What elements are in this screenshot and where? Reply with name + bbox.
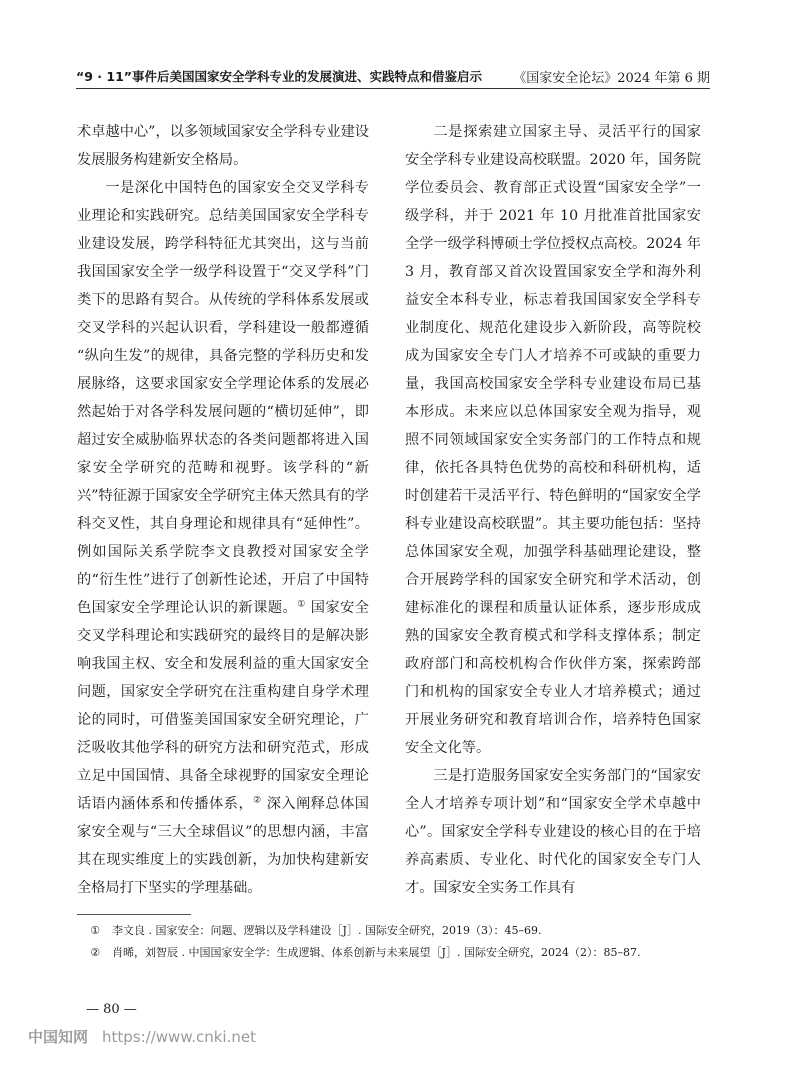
paragraph: 二是探索建立国家主导、灵活平行的国家安全学科专业建设高校联盟。2020 年，国务院学位委员会、教育部正式设置“国家安全学”一级学科，并于 2021 年 10 月批准首批国家安全学一级学科博硕士学位授权点高校。2024 年 3 月，教育部又首次设置国家安全学和海外利益安全本科专业，标志着我国国家安全学科专业制度化、规范化建设步入新阶段，高等院校成为国家安全专门人才培养不可或缺的重要力量，我国高校国家安全学科专业建设布局已基本形成。未来应以总体国家安全观为指导，观照不同领域国家安全实务部门的工作特点和规律，依托各具特色优势的高校和科研机构，适时创建若干灵活平行、特色鲜明的“国家安全学科专业建设高校联盟”。其主要功能包括：坚持总体国家安全观，加强学科基础理论建设，整合开展跨学科的国家安全研究和学术活动，创建标准化的课程和质量认证体系，逐步形成成熟的国家安全教育模式和学科支撑体系；制定政府部门和高校机构合作伙伴方案，探索跨部门和机构的国家安全专业人才培养模式；通过开展业务研究和教育培训合作，培养特色国家安全文化等。 xyxy=(405,124,701,756)
footnote-number: ① xyxy=(90,924,101,937)
watermark-site-name: 中国知网 xyxy=(28,1028,89,1046)
paragraph xyxy=(77,174,369,902)
running-header xyxy=(76,64,710,89)
left-column xyxy=(77,118,369,902)
footnote-divider xyxy=(77,914,191,915)
article-title: “9 · 11”事件后美国国家安全学科专业的发展演进、实践特点和借鉴启示 xyxy=(76,69,482,84)
footnote-ref-2[interactable]: ② xyxy=(253,795,262,806)
footnote-1 xyxy=(77,920,699,942)
footnote-2 xyxy=(77,942,699,964)
paragraph-text: 一是深化中国特色的国家安全交叉学科专业理论和实践研究。总结美国国家安全学科专业建设发展，跨学科特征尤其突出，这与当前我国国家安全学一级学科设置于“交叉学科”门类下的思路有契合。从传统的学科体系发展或交叉学科的兴起认识看，学科建设一般都遵循 “纵向生发”的规律，具备完整的学科历史和发展脉络，这要求国家安全学理论体系的发展必然起始于对各学科发展问题的“横切延伸”，即超过安全威胁临界状态的各类问题都将进入国家安全学研究的范畴和视野。该学科的“新兴”特征源于国家安全学研究主体天然具有的学科交叉性，其自身理论和规律具有“延伸性”。例如国际关系学院李文良教授对国家安全学的“衍生性”进行了创新性论述，开启了中国特色国家安全学理论认识的新课题。 xyxy=(77,180,369,616)
watermark xyxy=(28,1026,256,1047)
journal-issue: 《国家安全论坛》2024 年第 6 期 xyxy=(513,71,710,86)
page-number: — 80 — xyxy=(86,1002,137,1017)
footnote-ref-1[interactable]: ① xyxy=(297,599,306,610)
paragraph-text: 深入阐释总体国家安全观与“三大全球倡议”的思想内涵，丰富其在现实维度上的实践创新，为加快构建新安全格局打下坚实的学理基础。 xyxy=(77,796,369,896)
paragraph: 三是打造服务国家安全实务部门的“国家安全人才培养专项计划”和“国家安全学术卓越中心”。国家安全学科专业建设的核心目的在于培养高素质、专业化、时代化的国家安全专门人才。国家安全实务工作具有 xyxy=(405,768,701,896)
footnote-text: 肖晞，刘智辰 . 中国国家安全学：生成逻辑、体系创新与未来展望［J］. 国际安全研究，2024（2）：85–87. xyxy=(112,946,641,959)
footnote-text: 李文良 . 国家安全：问题、逻辑以及学科建设［J］. 国际安全研究，2019（3）：45–69. xyxy=(112,924,542,937)
right-column xyxy=(405,118,701,902)
paragraph-text: 国家安全交叉学科理论和实践研究的最终目的是解决影响我国主权、安全和发展利益的重大国家安全问题，国家安全学研究在注重构建自身学术理论的同时，可借鉴美国国家安全研究理论，广泛吸收其他学科的研究方法和研究范式，形成立足中国国情、具备全球视野的国家安全理论话语内涵体系和传播体系， xyxy=(77,600,369,812)
watermark-url[interactable]: https://www.cnki.net xyxy=(102,1028,256,1046)
footnotes xyxy=(77,920,699,964)
footnote-number: ② xyxy=(90,946,101,959)
paragraph: 术卓越中心”，以多领域国家安全学科专业建设发展服务构建新安全格局。 xyxy=(77,124,369,168)
